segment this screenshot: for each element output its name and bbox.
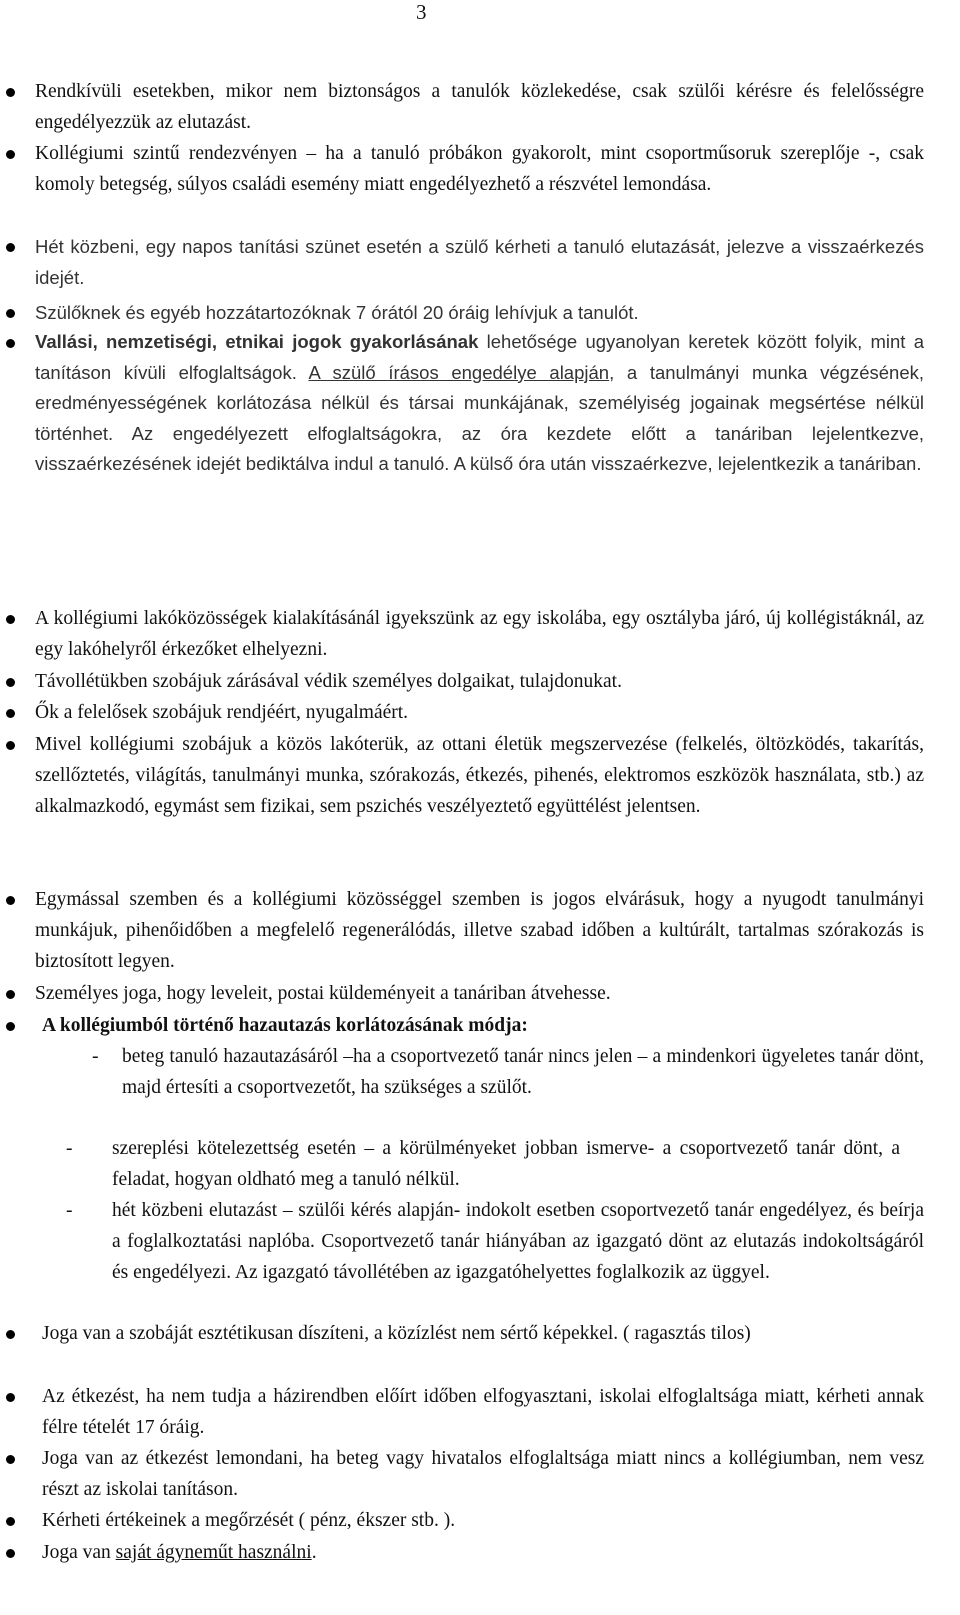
page-number: 3 [416, 0, 427, 24]
own-bedding: saját ágyneműt használni [115, 1542, 312, 1563]
home-travel-heading: A kollégiumból történő hazautazás korlátozásának módja: [42, 1015, 528, 1036]
list-item: Mivel kollégiumi szobájuk a közös lakóterük, az ottani életük megszervezése (felkelés, öltözködés, takarítás, szellőztetés, világítás, tanulmányi munka, szórakozás, étkezés, pihenés, elektromos eszközök használata, stb.) az alkalmazkodó, egymást sem fizikai, sem pszichés veszélyeztető együttélést jelentsen. [35, 729, 924, 823]
sub-item: - hét közbeni elutazást – szülői kérés alapján- indokolt esetben csoportvezető tanár engedélyez, és beírja a foglalkoztatási naplóba. Csoportvezető tanár hiányában az igazgató dönt az elutazás indokoltságáról és engedélyezi. Az igazgató távollétében az igazgatóhelyettes foglalkozik az üggyel. [66, 1200, 924, 1284]
bullet-icon [6, 243, 15, 252]
sub-item: - szereplési kötelezettség esetén – a körülményeket jobban ismerve- a csoportvezető tanár dönt, a feladat, hogyan oldható meg a tanuló nélkül. [66, 1138, 900, 1191]
bullet-icon [6, 339, 15, 348]
bullet-icon [6, 709, 15, 718]
list-item: Hét közbeni, egy napos tanítási szünet esetén a szülő kérheti a tanuló elutazását, jelezve a visszaérkezés idejét. [35, 231, 924, 293]
bullet-icon [6, 150, 15, 159]
list-item: Joga van saját ágyneműt használni. [42, 1537, 924, 1568]
bullet-icon [6, 1330, 15, 1339]
list-item: Ők a felelősek szobájuk rendjéért, nyugalmáért. [35, 697, 924, 728]
list-item: A kollégiumi lakóközösségek kialakításánál igyekszünk az egy iskolába, egy osztályba járó, új kollégistáknál, az egy lakóhelyről érkezőket elhelyezni. [35, 603, 924, 665]
list-item: Kérheti értékeinek a megőrzését ( pénz, ékszer stb. ). [42, 1505, 924, 1536]
list-item: Szülőknek és egyéb hozzátartozóknak 7 órától 20 óráig lehívjuk a tanulót. [35, 297, 924, 328]
bullet-icon [6, 1455, 15, 1464]
list-item: Egymással szemben és a kollégiumi közösséggel szemben is jogos elvárásuk, hogy a nyugodt tanulmányi munkájuk, pihenőidőben a megfelelő regenerálódás, illetve szabad időben a kultúrált, tartalmas szórakozás is biztosított legyen. [35, 884, 924, 978]
sub-item: - beteg tanuló hazautazásáról –ha a csoportvezető tanár nincs jelen – a mindenkori ügyeletes tanár dönt, majd értesíti a csoportvezetőt, ha szükséges a szülőt. [92, 1046, 924, 1099]
home-travel-item [42, 1010, 924, 1041]
bullet-icon [6, 678, 15, 687]
bullet-icon [6, 741, 15, 750]
bullet-icon [6, 990, 15, 999]
list-item: Rendkívüli esetekben, mikor nem biztonságos a tanulók közlekedése, csak szülői kérésre és felelősségre engedélyezzük az elutazást. [35, 76, 924, 138]
bullet-icon [6, 1393, 15, 1402]
list-item: Személyes joga, hogy leveleit, postai küldeményeit a tanáriban átvehesse. [35, 978, 924, 1009]
bullet-icon [6, 1022, 15, 1031]
list-item: Az étkezést, ha nem tudja a házirendben előírt időben elfogyasztani, iskolai elfoglaltsága miatt, kérheti annak félre tételét 17 óráig. [42, 1381, 924, 1443]
religion-rights-item: Vallási, nemzetiségi, etnikai jogok gyakorlásának lehetősége ugyanolyan keretek között folyik, mint a tanításon kívüli elfoglaltságok. A szülő írásos engedélye alapján, a tanulmányi munka végzésének, eredményességének korlátozása nélkül és társai munkájának, személyiség jogainak megsértése nélkül történhet. Az engedélyezett elfoglaltságokra, az óra kezdete előtt a tanáriban lejelentkezve, visszaérkezésének idejét bediktálva indul a tanuló. A külső óra után visszaérkezve, lejelentkezik a tanáriban. [35, 327, 924, 480]
list-item: Kollégiumi szintű rendezvényen – ha a tanuló próbákon gyakorolt, mint csoportműsoruk szereplője -, csak komoly betegség, súlyos családi esemény miatt engedélyezhető a részvétel lemondása. [35, 138, 924, 200]
bullet-icon [6, 615, 15, 624]
religion-rights-heading: Vallási, nemzetiségi, etnikai jogok gyakorlásának [35, 331, 479, 352]
parent-permission: A szülő írásos engedélye alapján [308, 361, 610, 383]
bullet-icon [6, 309, 15, 318]
bullet-icon [6, 1517, 15, 1526]
bullet-icon [6, 1549, 15, 1558]
list-item: Távollétükben szobájuk zárásával védik személyes dolgaikat, tulajdonukat. [35, 666, 924, 697]
bullet-icon [6, 88, 15, 97]
list-item: Joga van az étkezést lemondani, ha beteg vagy hivatalos elfoglaltsága miatt nincs a kollégiumban, nem vesz részt az iskolai tanításon. [42, 1443, 924, 1505]
bullet-icon [6, 896, 15, 905]
list-item: Joga van a szobáját esztétikusan díszíteni, a közízlést nem sértő képekkel. ( ragasztás tilos) [42, 1318, 850, 1349]
